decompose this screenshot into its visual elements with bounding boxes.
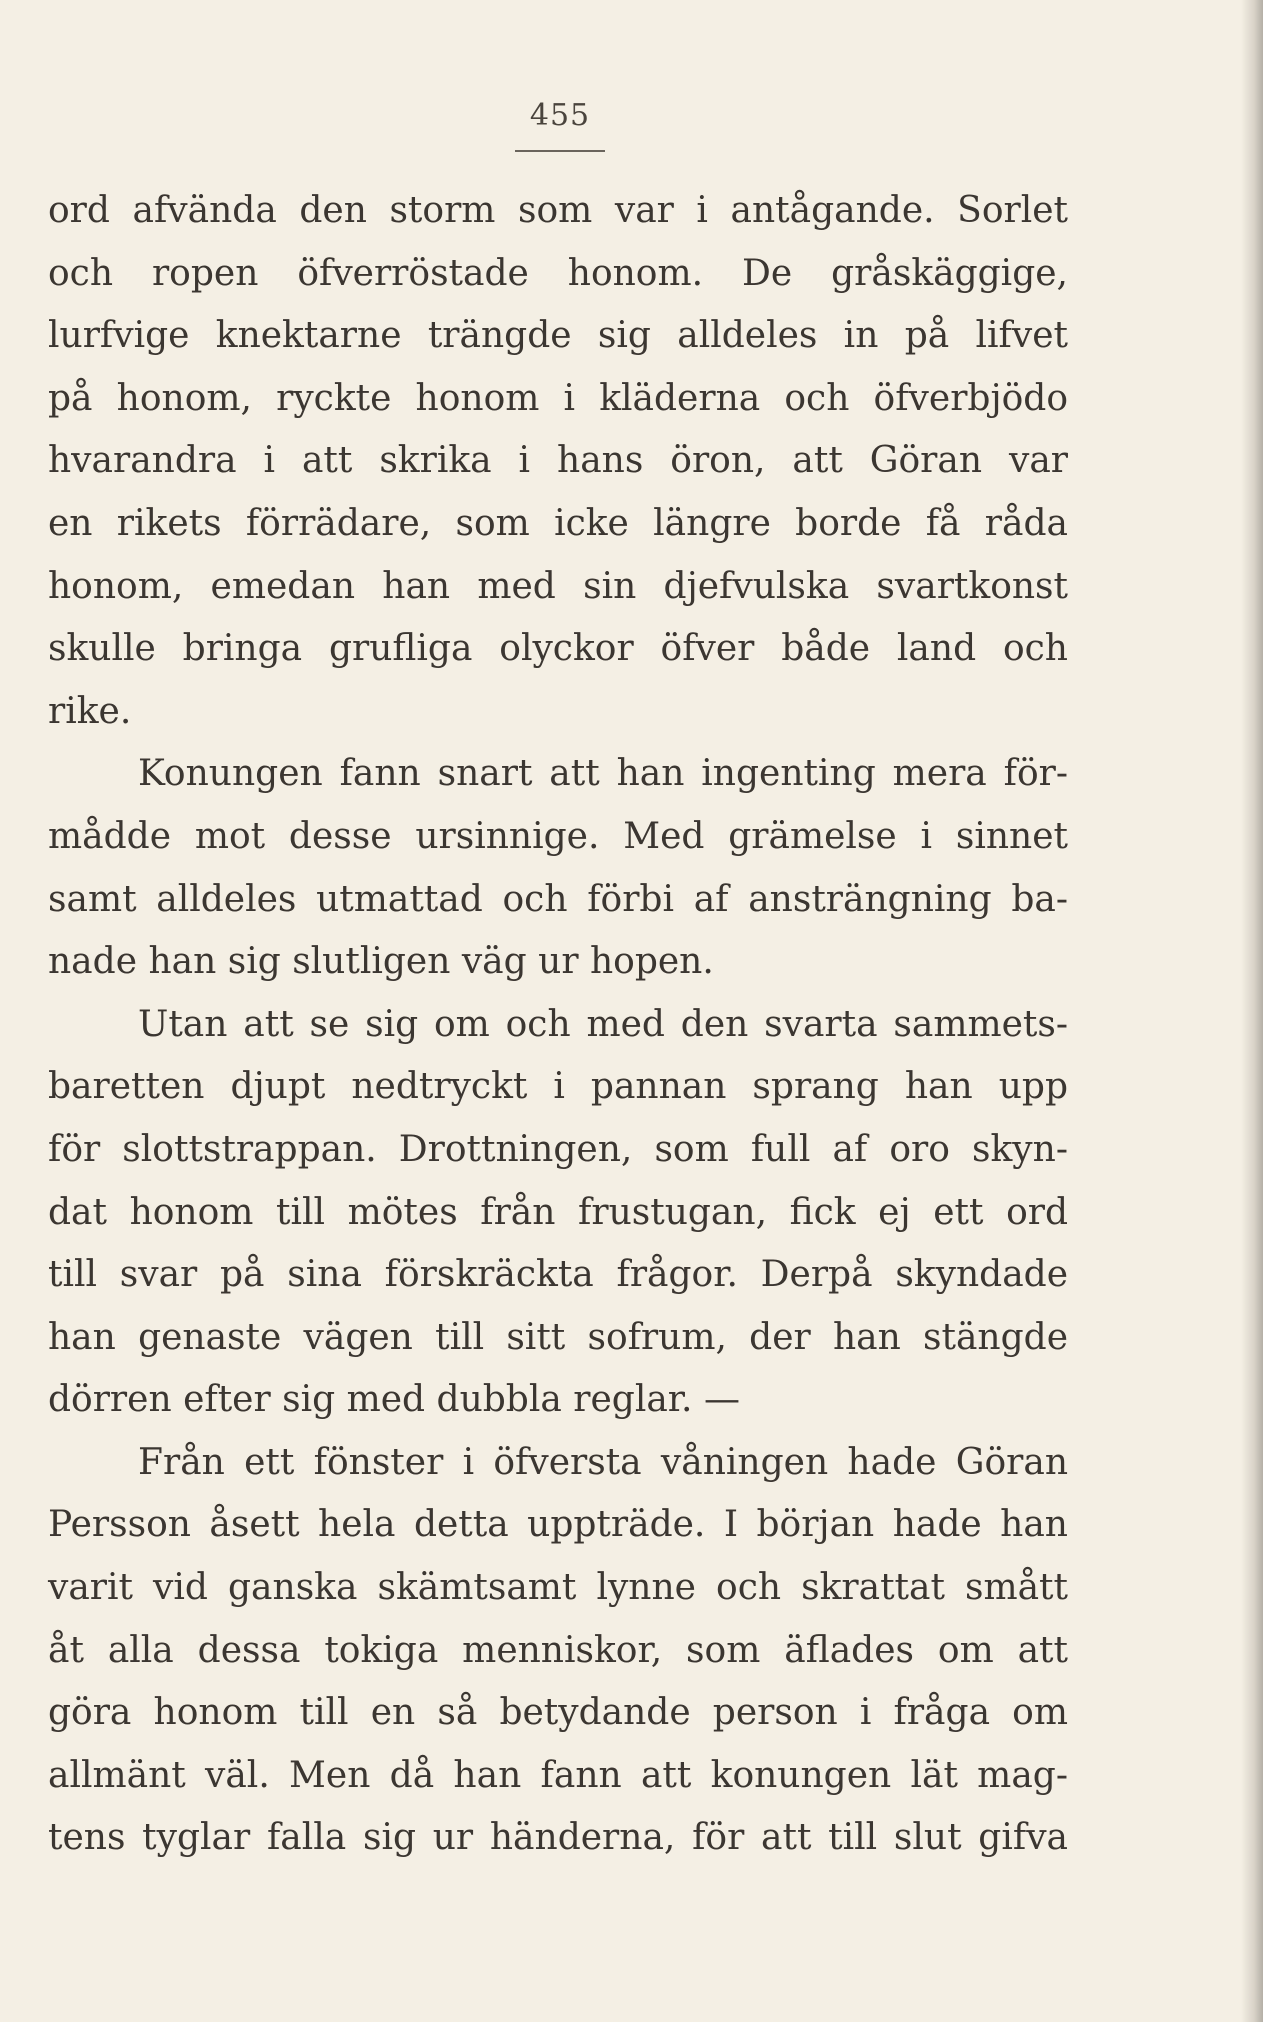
text-line: allmänt väl. Men då han fann att konungen lät mag-	[48, 1754, 1068, 1796]
text-line: nade han sig slutligen väg ur hopen.	[48, 941, 714, 983]
text-line: dat honom till mötes från frustugan, fick ej ett ord	[48, 1191, 1068, 1233]
page-number: 455	[529, 98, 591, 133]
text-line: skulle bringa grufliga olyckor öfver både land och	[48, 628, 1068, 670]
page-edge-shadow	[1241, 0, 1263, 2022]
text-line: samt alldeles utmattad och förbi af ansträngning ba-	[48, 878, 1068, 920]
text-line: ord afvända den storm som var i antågande. Sorlet	[48, 190, 1068, 231]
text-line: varit vid ganska skämtsamt lynne och skrattat smått	[48, 1567, 1068, 1609]
text-line: Persson åsett hela detta uppträde. I början hade han	[48, 1504, 1068, 1546]
text-line: mådde mot desse ursinnige. Med grämelse i sinnet	[48, 815, 1068, 857]
text-line: han genaste vägen till sitt sofrum, der han stängde	[48, 1316, 1068, 1358]
text-line: på honom, ryckte honom i kläderna och öfverbjödo	[48, 377, 1068, 419]
text-line: Från ett fönster i öfversta våningen hade Göran	[138, 1441, 1068, 1483]
text-line: rike.	[48, 690, 132, 732]
text-line: honom, emedan han med sin djefvulska svartkonst	[48, 565, 1068, 607]
text-line: till svar på sina förskräckta frågor. Derpå skyndade	[48, 1254, 1068, 1296]
body-text	[48, 180, 1068, 1870]
text-line: dörren efter sig med dubbla reglar. —	[48, 1379, 740, 1421]
page-number-rule	[515, 150, 605, 152]
text-line: göra honom till en så betydande person i fråga om	[48, 1692, 1068, 1734]
text-line: lurfvige knektarne trängde sig alldeles in på lifvet	[48, 315, 1068, 357]
text-line: Utan att se sig om och med den svarta sammets-	[138, 1003, 1068, 1045]
text-line: baretten djupt nedtryckt i pannan sprang han upp	[48, 1066, 1068, 1108]
text-line: åt alla dessa tokiga menniskor, som äflades om att	[48, 1629, 1068, 1671]
text-line: tens tyglar falla sig ur händerna, för att till slut gifva	[48, 1817, 1068, 1859]
text-line: en rikets förrädare, som icke längre borde få råda	[48, 502, 1068, 544]
text-line: för slottstrappan. Drottningen, som full af oro skyn-	[48, 1128, 1068, 1170]
text-line: och ropen öfverröstade honom. De gråskäggige,	[48, 252, 1068, 294]
text-line: hvarandra i att skrika i hans öron, att Göran var	[48, 440, 1068, 482]
text-line: Konungen fann snart att han ingenting mera för-	[138, 753, 1068, 795]
